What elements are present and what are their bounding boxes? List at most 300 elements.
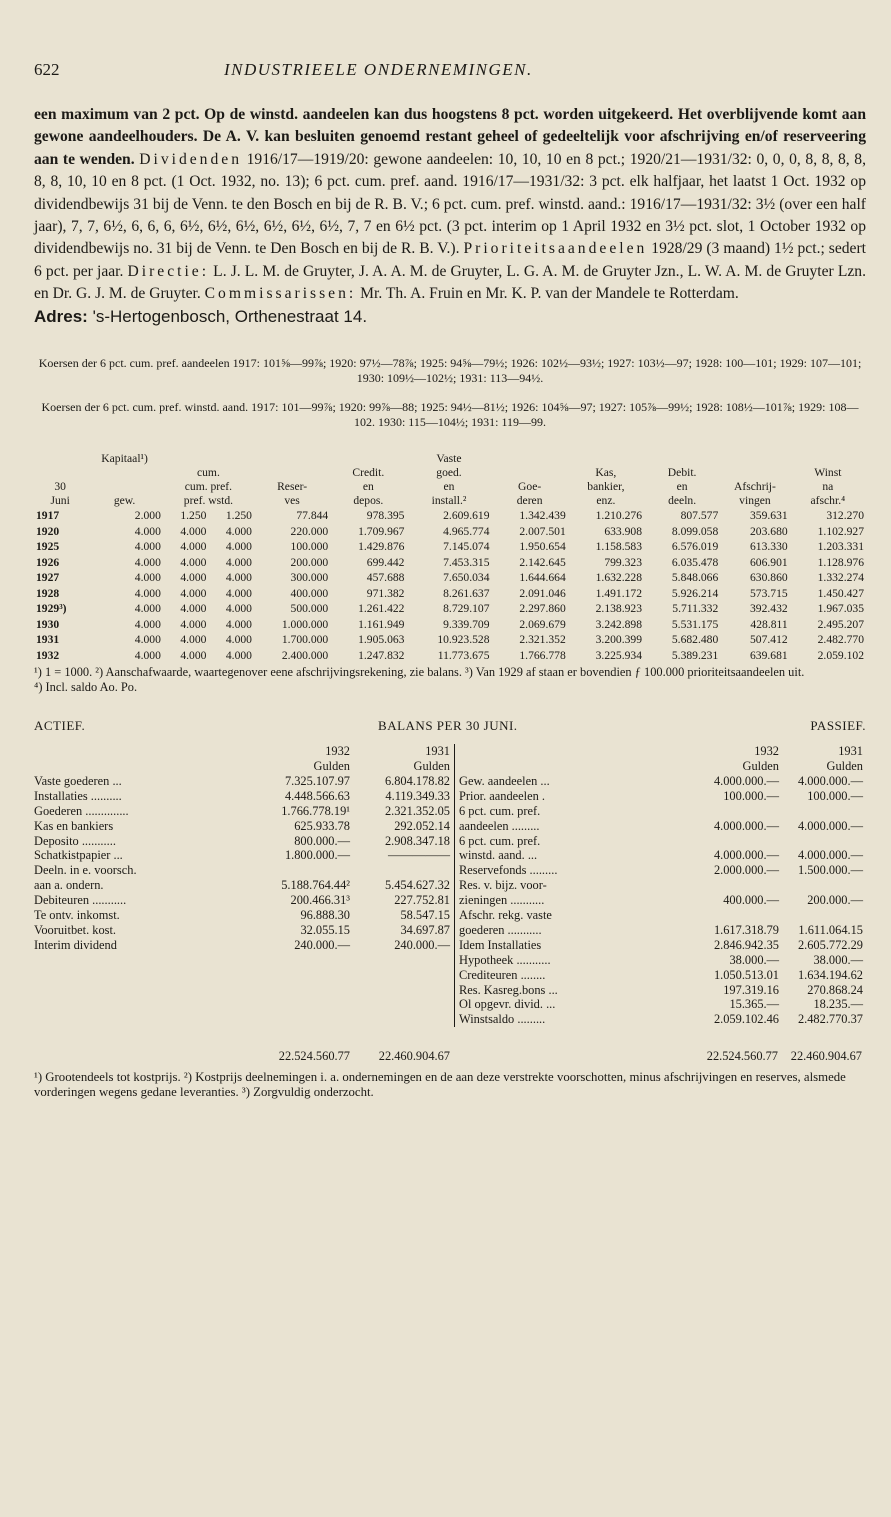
statistics-note-1: ¹) 1 = 1000. ²) Aanschafwaarde, waartegenover eene afschrijvingsrekening, zie balans. ³) Van 1929 af staan er bovendien ƒ 100.000 prioriteitsaandeelen uit. <box>34 665 805 680</box>
balance-row <box>455 774 865 789</box>
value-cell: 4.000 <box>180 617 207 631</box>
stats-header-cell: 30 <box>54 480 66 494</box>
value-cell: 4.000 <box>225 648 252 662</box>
value-cell: 4.000 <box>134 571 161 585</box>
actief-label: ACTIEF. <box>34 718 86 734</box>
value-cell: 507.412 <box>749 633 788 647</box>
price-history <box>34 356 866 430</box>
table-row <box>34 586 866 602</box>
balance-row <box>455 923 865 938</box>
unit-label: Gulden <box>826 758 863 773</box>
balance-row <box>34 848 454 863</box>
value-cell: 2.091.046 <box>519 586 566 600</box>
value-cell: 971.382 <box>366 586 405 600</box>
stats-header-cell: enz. <box>596 494 616 508</box>
value-cell: 807.577 <box>680 509 719 523</box>
value-cell: 4.000 <box>180 524 207 538</box>
balance-item-value <box>250 863 350 878</box>
balance-item-value: 2.000.000.— <box>713 863 779 878</box>
document-page <box>34 60 866 1099</box>
balance-footnotes <box>34 1070 866 1099</box>
stats-header-row <box>34 494 866 508</box>
balance-item-value: 32.055.15 <box>300 922 350 937</box>
balance-item-value: 5.454.627.32 <box>384 878 450 893</box>
value-cell: 1.250 <box>225 509 252 523</box>
balance-item-value <box>779 804 865 819</box>
year-1931: 1931 <box>838 744 863 759</box>
year-cell: 1926 <box>36 555 60 569</box>
year-cell: 1920 <box>36 524 60 538</box>
value-cell: 1.128.976 <box>817 555 864 569</box>
balance-liabilities <box>455 744 865 1027</box>
value-cell: 2.059.102 <box>817 648 864 662</box>
balance-item-value: 6.804.178.82 <box>384 773 450 788</box>
balance-item-label: Kas en bankiers <box>34 818 114 833</box>
balance-item-label: Vooruitbet. kost. <box>34 922 117 937</box>
balance-item-value: 2.908.347.18 <box>384 833 450 848</box>
balance-item-value: 240.000.— <box>294 937 350 952</box>
stats-header-cell: Afschrij- <box>734 480 776 494</box>
balance-row <box>34 834 454 849</box>
adres-text: 's-Hertogenbosch, Orthenestraat 14. <box>92 306 368 326</box>
balance-item-label: Res. v. bijz. voor- <box>459 878 547 893</box>
stats-header-cell: Reser- <box>277 480 308 494</box>
table-row <box>34 508 866 524</box>
value-cell: 1.332.274 <box>817 571 864 585</box>
value-cell: 2.400.000 <box>281 648 329 662</box>
value-cell: 4.000 <box>225 540 252 554</box>
value-cell: 5.531.175 <box>671 617 719 631</box>
balance-item-label: Gew. aandeelen ... <box>459 773 550 788</box>
unit-label: Gulden <box>313 758 350 773</box>
balance-row <box>34 893 454 908</box>
value-cell: 300.000 <box>290 571 329 585</box>
value-cell: 8.261.637 <box>443 586 490 600</box>
balance-row <box>455 983 865 998</box>
balance-item-value: 2.846.942.35 <box>713 937 779 952</box>
table-row <box>34 555 866 571</box>
value-cell: 5.711.332 <box>672 602 719 616</box>
value-cell: 7.453.315 <box>443 555 490 569</box>
stats-header-cell: en <box>443 480 455 494</box>
balance-item-value: 200.000.— <box>807 893 863 908</box>
value-cell: 4.000 <box>225 633 252 647</box>
value-cell: 1.000.000 <box>281 617 329 631</box>
table-row <box>34 648 866 664</box>
value-cell: 5.389.231 <box>671 648 719 662</box>
year-1932: 1932 <box>754 744 779 759</box>
stats-header-cell: en <box>362 480 374 494</box>
balance-row <box>34 923 454 938</box>
balance-item-label: Installaties .......... <box>34 788 122 803</box>
value-cell: 359.631 <box>749 509 788 523</box>
value-cell: 457.688 <box>366 571 405 585</box>
value-cell: 7.650.034 <box>443 571 490 585</box>
stats-header-cell: Winst <box>814 466 842 480</box>
balance-item-value: 4.000.000.— <box>713 818 779 833</box>
balance-item-value: 4.000.000.— <box>797 848 863 863</box>
stats-header-cell: depos. <box>353 494 384 508</box>
value-cell: 6.576.019 <box>671 540 719 554</box>
balance-assets <box>34 744 455 1027</box>
year-1931: 1931 <box>425 744 450 759</box>
year-cell: 1930 <box>36 617 60 631</box>
balance-item-label: Interim dividend <box>34 937 117 952</box>
value-cell: 699.442 <box>366 555 405 569</box>
balance-item-value: 2.605.772.29 <box>797 937 863 952</box>
balance-item-label: aan a. ondern. <box>34 878 104 893</box>
stats-header-cell <box>254 466 330 480</box>
koersen-pref: Koersen der 6 pct. cum. pref. aandeelen 1917: 101⅝—99⅞; 1920: 97½—78⅞; 1925: 94⅝—79½; 1926: 102½—93½; 1927: 103½—97; 1928: 100—101; 1929: 107—101; 1930: 109½—102½; 1931: 113—94½. <box>38 356 862 386</box>
balance-item-value <box>673 878 779 893</box>
value-cell: 392.432 <box>749 602 788 616</box>
page-header <box>34 60 866 90</box>
unit-label: Gulden <box>742 758 779 773</box>
value-cell: 606.901 <box>749 555 788 569</box>
year-cell: 1917 <box>36 509 60 523</box>
page-number: 622 <box>34 60 60 79</box>
balance-row <box>455 878 865 893</box>
balance-row <box>455 863 865 878</box>
balance-row <box>455 953 865 968</box>
balance-row <box>455 908 865 923</box>
value-cell: 1.210.276 <box>595 509 642 523</box>
balance-item-value: 270.868.24 <box>807 982 863 997</box>
value-cell: 4.000 <box>134 524 161 538</box>
stats-header-cell <box>330 452 406 466</box>
company-description <box>34 104 866 328</box>
balance-item-value: 4.000.000.— <box>797 818 863 833</box>
balance-item-value <box>779 908 865 923</box>
total-liabilities-1931: 22.460.904.67 <box>790 1049 862 1064</box>
balance-row <box>455 819 865 834</box>
footnotes-text: ¹) Grootendeels tot kostprijs. ²) Kostprijs deelnemingen i. a. ondernemingen en de aan deze verstrekte voorschotten, minus afschrijvingen en reserves, alsmede vorderingen wegens gedane leveranties. ³) Zorgvuldig onderzocht. <box>34 1070 846 1099</box>
balance-item-value: 2.482.770.37 <box>797 1012 863 1027</box>
balance-item-value <box>779 878 865 893</box>
statistics-notes <box>34 665 866 694</box>
balance-item-label: Reservefonds ......... <box>459 863 558 878</box>
stats-header-cell: na <box>822 480 834 494</box>
value-cell: 4.000 <box>225 524 252 538</box>
adres-label: Adres: <box>34 306 88 326</box>
value-cell: 220.000 <box>290 524 329 538</box>
balance-item-value: 625.933.78 <box>294 818 350 833</box>
value-cell: 4.000 <box>180 571 207 585</box>
value-cell: 203.680 <box>749 524 788 538</box>
balance-item-label: Schatkistpapier ... <box>34 848 123 863</box>
balance-item-label: Goederen .............. <box>34 803 129 818</box>
value-cell: 2.069.679 <box>519 617 566 631</box>
value-cell: 1.247.832 <box>358 648 405 662</box>
balance-row <box>455 893 865 908</box>
value-cell: 1.250 <box>180 509 207 523</box>
value-cell: 4.000 <box>225 586 252 600</box>
balance-row <box>34 878 454 893</box>
value-cell: 639.681 <box>749 648 788 662</box>
value-cell: 200.000 <box>290 555 329 569</box>
commissarissen-text: Mr. Th. A. Fruin en Mr. K. P. van der Mandele te Rotterdam. <box>360 285 739 303</box>
balance-item-value: ————— <box>388 848 450 863</box>
stats-header-cell: Kapitaal¹) <box>101 452 148 466</box>
balance-item-label: zieningen ........... <box>459 893 545 908</box>
stats-header-cell: gew. <box>113 494 136 508</box>
value-cell: 4.000 <box>134 633 161 647</box>
balance-item-label: Res. Kasreg.bons ... <box>459 982 558 997</box>
balance-item-label: 6 pct. cum. pref. <box>459 833 541 848</box>
balance-row <box>455 938 865 953</box>
balance-year-header <box>455 744 865 759</box>
running-title: INDUSTRIEELE ONDERNEMINGEN. <box>224 60 533 79</box>
stats-header-cell <box>34 452 86 466</box>
balance-year-header <box>34 744 454 759</box>
table-row <box>34 539 866 555</box>
stats-header-cell: Vaste <box>436 452 462 466</box>
balance-item-value: 18.235.— <box>813 997 863 1012</box>
stats-header-cell: Juni <box>50 494 70 508</box>
value-cell: 2.000 <box>134 509 161 523</box>
stats-header-cell <box>254 452 330 466</box>
balance-item-value: 100.000.— <box>807 788 863 803</box>
unit-label: Gulden <box>413 758 450 773</box>
balance-item-value: 34.697.87 <box>400 922 450 937</box>
balance-item-value: 38.000.— <box>813 952 863 967</box>
directie-label: Directie: <box>127 262 210 280</box>
stats-header-cell: install.² <box>431 494 467 508</box>
balance-item-value: 2.321.352.05 <box>384 803 450 818</box>
balance-row <box>34 819 454 834</box>
balance-item-label: Deposito ........... <box>34 833 116 848</box>
year-1932: 1932 <box>325 744 350 759</box>
stats-header-cell: vingen <box>739 494 771 508</box>
balance-item-value: 38.000.— <box>729 952 779 967</box>
balance-sheet <box>34 744 866 1027</box>
value-cell: 4.000 <box>225 617 252 631</box>
profit-distribution-text: een maximum van 2 pct. Op de winstd. aandeelen kan dus hoogstens 8 pct. worden uitgekeerd. Het overblijvende komt aan gewone aandeelhouders. De A. V. kan besluiten genoemd restant geheel of gedeeltelijk voor afschrijving en/of reserveering aan te wenden. <box>34 106 866 168</box>
value-cell: 8.729.107 <box>443 602 490 616</box>
balance-item-label: Ol opgevr. divid. ... <box>459 997 556 1012</box>
balance-row <box>455 804 865 819</box>
balance-row <box>455 789 865 804</box>
balance-item-label: Crediteuren ........ <box>459 967 546 982</box>
value-cell: 630.860 <box>749 571 788 585</box>
stats-header-cell: deren <box>516 494 543 508</box>
balance-item-value: 292.052.14 <box>394 818 450 833</box>
balance-row <box>455 834 865 849</box>
balance-item-value <box>673 908 779 923</box>
balance-row <box>34 908 454 923</box>
table-row <box>34 570 866 586</box>
balance-item-label: Prior. aandeelen . <box>459 788 546 803</box>
balance-item-label: aandeelen ......... <box>459 818 540 833</box>
balance-title: BALANS PER 30 JUNI. <box>378 718 518 734</box>
balance-item-value: 5.188.764.44² <box>281 878 350 893</box>
value-cell: 10.923.528 <box>437 633 490 647</box>
balance-item-label: Te ontv. inkomst. <box>34 908 120 923</box>
balance-row <box>34 863 454 878</box>
stats-header-cell <box>86 480 163 494</box>
year-cell: 1932 <box>36 648 60 662</box>
total-assets-1932: 22.524.560.77 <box>278 1049 350 1064</box>
balance-item-label: goederen ........... <box>459 922 542 937</box>
balance-item-value: 200.466.31³ <box>290 893 350 908</box>
balance-item-label: Deeln. in e. voorsch. <box>34 863 137 878</box>
stats-header-cell <box>720 452 789 466</box>
year-cell: 1927 <box>36 571 60 585</box>
value-cell: 1.950.654 <box>519 540 566 554</box>
stats-header-cell: ves <box>284 494 300 508</box>
balance-item-value: 15.365.— <box>729 997 779 1012</box>
stats-header-cell: cum. pref. <box>184 480 233 494</box>
value-cell: 1.102.927 <box>817 524 864 538</box>
year-cell: 1928 <box>36 586 60 600</box>
value-cell: 613.330 <box>749 540 788 554</box>
value-cell: 4.000 <box>225 602 252 616</box>
stats-header-cell <box>163 452 254 466</box>
value-cell: 4.000 <box>180 586 207 600</box>
stats-header-cell <box>34 466 86 480</box>
value-cell: 4.000 <box>180 602 207 616</box>
value-cell: 2.321.352 <box>519 633 566 647</box>
balance-item-value: 1.800.000.— <box>284 848 350 863</box>
balance-item-value: 1.611.064.15 <box>798 922 863 937</box>
stats-header-cell <box>86 466 163 480</box>
value-cell: 1.644.664 <box>519 571 566 585</box>
balance-row <box>34 774 454 789</box>
value-cell: 4.000 <box>134 617 161 631</box>
balance-item-label: winstd. aand. ... <box>459 848 538 863</box>
value-cell: 4.000 <box>180 633 207 647</box>
stats-header-cell: pref. wstd. <box>183 494 234 508</box>
value-cell: 5.848.066 <box>671 571 719 585</box>
balance-item-value: 4.000.000.— <box>713 773 779 788</box>
balance-item-value <box>673 834 779 849</box>
balance-row <box>34 804 454 819</box>
balance-item-label: Idem Installaties <box>459 937 542 952</box>
balance-item-value: 58.547.15 <box>400 908 450 923</box>
value-cell: 2.297.860 <box>519 602 566 616</box>
balance-row <box>455 1012 865 1027</box>
balance-item-value: 1.500.000.— <box>797 863 863 878</box>
prioriteit-text: 1928/29 (3 maand) 1½ pct.; sedert 6 pct. per jaar. <box>34 240 866 280</box>
total-assets-1931: 22.460.904.67 <box>378 1049 450 1064</box>
value-cell: 3.200.399 <box>595 633 642 647</box>
statistics-table <box>34 452 866 663</box>
stats-header-cell: Credit. <box>352 466 385 480</box>
value-cell: 1.429.876 <box>358 540 405 554</box>
balance-item-value <box>350 863 454 878</box>
balance-item-value: 1.050.513.01 <box>713 967 779 982</box>
stats-header-cell: goed. <box>436 466 462 480</box>
table-row <box>34 617 866 633</box>
value-cell: 6.035.478 <box>671 555 719 569</box>
stats-header-cell: Debit. <box>667 466 697 480</box>
stats-header-cell: Kas, <box>595 466 617 480</box>
stats-header-cell <box>492 466 568 480</box>
value-cell: 4.000 <box>134 555 161 569</box>
balance-row <box>34 938 454 953</box>
passief-label: PASSIEF. <box>810 718 866 734</box>
prioriteit-label: Prioriteitsaandeelen <box>463 240 648 258</box>
balance-item-value: 4.448.566.63 <box>284 788 350 803</box>
balance-item-label: Debiteuren ........... <box>34 893 127 908</box>
total-liabilities-1932: 22.524.560.77 <box>706 1049 778 1064</box>
value-cell: 1.261.422 <box>358 602 405 616</box>
value-cell: 1.632.228 <box>595 571 642 585</box>
balance-item-value: 2.059.102.46 <box>713 1012 779 1027</box>
stats-header-cell: afschr.⁴ <box>810 494 846 508</box>
statistics-note-2: ⁴) Incl. saldo Ao. Po. <box>34 679 138 694</box>
value-cell: 2.495.207 <box>817 617 864 631</box>
value-cell: 1.967.035 <box>817 602 864 616</box>
balance-item-value: 1.634.194.62 <box>797 967 863 982</box>
balance-item-label: Winstsaldo ......... <box>459 1012 546 1027</box>
balance-row <box>455 997 865 1012</box>
dividenden-label: Dividenden <box>139 150 242 168</box>
value-cell: 1.766.778 <box>519 648 566 662</box>
stats-header-row <box>34 480 866 494</box>
balance-item-label: Afschr. rekg. vaste <box>459 908 552 923</box>
balance-unit-header <box>455 759 865 774</box>
stats-header-row <box>34 452 866 466</box>
balance-item-value: 1.617.318.79 <box>713 922 779 937</box>
value-cell: 3.225.934 <box>595 648 642 662</box>
balance-row <box>34 789 454 804</box>
stats-header-cell <box>790 452 866 466</box>
value-cell: 4.000 <box>180 648 207 662</box>
value-cell: 5.926.214 <box>671 586 719 600</box>
value-cell: 4.965.774 <box>443 524 490 538</box>
balance-totals <box>34 1049 866 1064</box>
value-cell: 1.203.331 <box>817 540 864 554</box>
value-cell: 1.158.583 <box>595 540 642 554</box>
stats-header-cell: deeln. <box>668 494 697 508</box>
balance-item-value: 4.000.000.— <box>713 848 779 863</box>
balance-item-value: 240.000.— <box>394 937 450 952</box>
value-cell: 77.844 <box>296 509 329 523</box>
balance-item-value: 227.752.81 <box>394 893 450 908</box>
stats-header-cell: Goe- <box>518 480 542 494</box>
value-cell: 573.715 <box>749 586 788 600</box>
value-cell: 1.450.427 <box>817 586 864 600</box>
value-cell: 1.709.967 <box>358 524 405 538</box>
value-cell: 428.811 <box>750 617 788 631</box>
value-cell: 1.161.949 <box>358 617 405 631</box>
value-cell: 7.145.074 <box>443 540 490 554</box>
value-cell: 978.395 <box>366 509 405 523</box>
value-cell: 633.908 <box>604 524 642 538</box>
balance-item-value: 400.000.— <box>723 893 779 908</box>
commissarissen-label: Commissarissen: <box>204 285 357 303</box>
stats-header-cell <box>492 452 568 466</box>
value-cell: 500.000 <box>290 602 329 616</box>
value-cell: 2.482.770 <box>817 633 864 647</box>
value-cell: 100.000 <box>290 540 329 554</box>
value-cell: 2.142.645 <box>519 555 566 569</box>
dividenden-text: 1916/17—1919/20: gewone aandeelen: 10, 10, 10 en 8 pct.; 1920/21—1931/32: 0, 0, 0, 8, 8, 8, 8, 8, 8, 10, 10 en 8 pct. (1 Oct. 1932, no. 13); 6 pct. cum. pref. aand. 1916/17—1931/32: 3 pct. elk halfjaar, het laatst 1 Oct. 1932 op dividendbewijs 31 bij de Venn. te den Bosch en bij de R. B. V.; 6 pct. cum. pref. winstd. aand.: 1916/17—1931/32: 3½ (over een half jaar), 7, 7, 6½, 6, 6, 6, 6½, 6½, 6½, 6½, 6½, 6½, 7, 7 en 6½ pct. (3 pct. interim op 1 April 1932 en 3½ pct. slot, 1 October 1932 op dividendbewijs no. 31 bij de Venn. te Den Bosch en bij de R. B. V.). <box>34 150 866 258</box>
value-cell: 4.000 <box>225 571 252 585</box>
balance-item-value: 800.000.— <box>294 833 350 848</box>
value-cell: 799.323 <box>604 555 642 569</box>
balance-item-value: 4.000.000.— <box>797 773 863 788</box>
balance-item-label: Vaste goederen ... <box>34 773 122 788</box>
balance-item-value: 1.766.778.19¹ <box>281 803 350 818</box>
value-cell: 4.000 <box>134 648 161 662</box>
balance-unit-header <box>34 759 454 774</box>
value-cell: 5.682.480 <box>671 633 719 647</box>
value-cell: 8.099.058 <box>671 524 719 538</box>
balance-item-value <box>673 804 779 819</box>
value-cell: 1.491.172 <box>595 586 642 600</box>
